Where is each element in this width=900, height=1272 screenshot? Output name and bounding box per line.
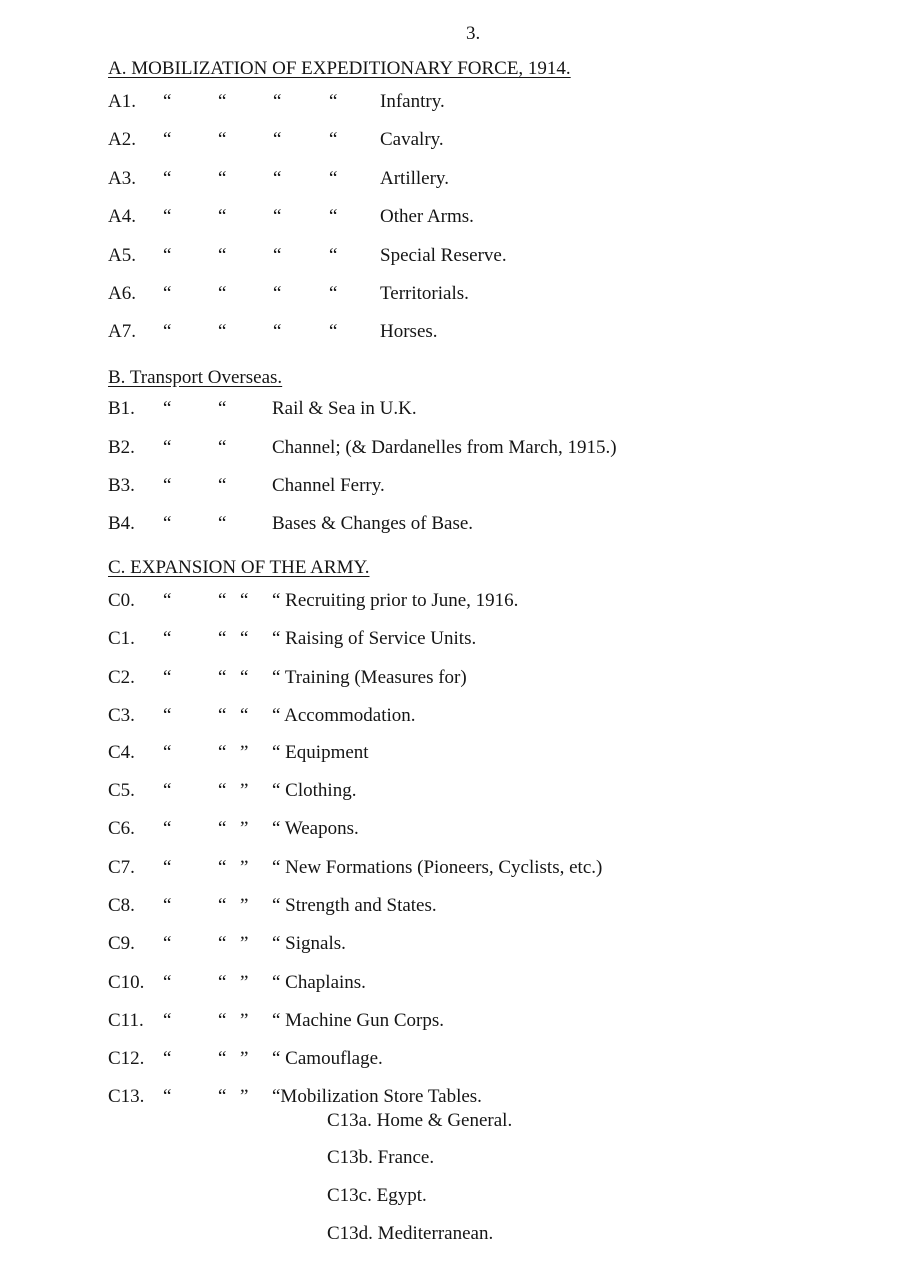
item-code: C11. bbox=[108, 1010, 144, 1031]
ditto-mark: “ bbox=[273, 206, 282, 227]
ditto-mark: “ bbox=[163, 1086, 172, 1107]
item-label: “ Signals. bbox=[272, 933, 346, 954]
index-row-a5 bbox=[0, 245, 900, 269]
ditto-mark: “ bbox=[163, 818, 172, 839]
item-code: C13. bbox=[108, 1086, 145, 1107]
item-code: A1. bbox=[108, 91, 136, 112]
item-code: A7. bbox=[108, 321, 136, 342]
ditto-mark: ” bbox=[240, 780, 249, 801]
item-code: A4. bbox=[108, 206, 136, 227]
ditto-mark: “ bbox=[273, 283, 282, 304]
ditto-mark: “ bbox=[329, 321, 338, 342]
item-label: Cavalry. bbox=[380, 129, 444, 150]
index-subrow-c13c bbox=[0, 1185, 900, 1209]
ditto-mark: “ bbox=[218, 437, 227, 458]
ditto-mark: ” bbox=[240, 933, 249, 954]
ditto-mark: “ bbox=[163, 168, 172, 189]
item-code: C3. bbox=[108, 705, 135, 726]
ditto-mark: ” bbox=[240, 857, 249, 878]
subitem-label: C13a. Home & General. bbox=[327, 1110, 513, 1131]
item-label: “ Machine Gun Corps. bbox=[272, 1010, 445, 1031]
ditto-mark: “ bbox=[218, 398, 227, 419]
ditto-mark: “ bbox=[218, 972, 227, 993]
item-label: “ Training (Measures for) bbox=[272, 667, 467, 688]
ditto-mark: “ bbox=[218, 742, 227, 763]
ditto-mark: “ bbox=[163, 283, 172, 304]
ditto-mark: “ bbox=[163, 780, 172, 801]
item-label: “ Weapons. bbox=[272, 818, 359, 839]
index-row-b4 bbox=[0, 513, 900, 537]
ditto-mark: “ bbox=[218, 590, 227, 611]
ditto-mark: “ bbox=[163, 398, 172, 419]
ditto-mark: “ bbox=[273, 168, 282, 189]
item-label: Horses. bbox=[380, 321, 438, 342]
item-code: C10. bbox=[108, 972, 145, 993]
ditto-mark: “ bbox=[273, 245, 282, 266]
index-row-c9 bbox=[0, 933, 900, 957]
index-row-c12 bbox=[0, 1048, 900, 1072]
item-code: C6. bbox=[108, 818, 135, 839]
index-row-a6 bbox=[0, 283, 900, 307]
section-heading: C. EXPANSION OF THE ARMY. bbox=[108, 557, 370, 578]
item-code: A6. bbox=[108, 283, 136, 304]
index-subrow-c13d bbox=[0, 1223, 900, 1247]
index-row-c11 bbox=[0, 1010, 900, 1034]
item-label: “ Strength and States. bbox=[272, 895, 437, 916]
subitem-label: C13c. Egypt. bbox=[327, 1185, 427, 1206]
item-label: Rail & Sea in U.K. bbox=[272, 398, 417, 419]
ditto-mark: “ bbox=[163, 1048, 172, 1069]
index-row-c6 bbox=[0, 818, 900, 842]
section-heading: B. Transport Overseas. bbox=[108, 367, 283, 388]
index-subrow-c13a bbox=[0, 1110, 900, 1134]
ditto-mark: ” bbox=[240, 895, 249, 916]
ditto-mark: “ bbox=[218, 283, 227, 304]
subitem-label: C13d. Mediterranean. bbox=[327, 1223, 494, 1244]
ditto-mark: ” bbox=[240, 972, 249, 993]
ditto-mark: “ bbox=[218, 628, 227, 649]
ditto-mark: “ bbox=[218, 129, 227, 150]
ditto-mark: “ bbox=[163, 895, 172, 916]
ditto-mark: “ bbox=[163, 437, 172, 458]
item-code: C8. bbox=[108, 895, 135, 916]
ditto-mark: “ bbox=[218, 857, 227, 878]
item-code: A5. bbox=[108, 245, 136, 266]
item-code: A3. bbox=[108, 168, 136, 189]
item-code: C5. bbox=[108, 780, 135, 801]
ditto-mark: “ bbox=[218, 206, 227, 227]
ditto-mark: “ bbox=[163, 321, 172, 342]
subitem-label: C13b. France. bbox=[327, 1147, 435, 1168]
item-code: B1. bbox=[108, 398, 135, 419]
item-label: Infantry. bbox=[380, 91, 445, 112]
ditto-mark: “ bbox=[163, 129, 172, 150]
ditto-mark: ” bbox=[240, 1048, 249, 1069]
ditto-mark: “ bbox=[163, 742, 172, 763]
ditto-mark: “ bbox=[163, 857, 172, 878]
ditto-mark: “ bbox=[163, 245, 172, 266]
item-code: C0. bbox=[108, 590, 135, 611]
ditto-mark: “ bbox=[329, 245, 338, 266]
item-label: “ New Formations (Pioneers, Cyclists, etc.) bbox=[272, 857, 603, 878]
item-code: C9. bbox=[108, 933, 135, 954]
ditto-mark: “ bbox=[329, 91, 338, 112]
ditto-mark: “ bbox=[329, 129, 338, 150]
index-row-b2 bbox=[0, 437, 900, 461]
index-row-b3 bbox=[0, 475, 900, 499]
item-label: Territorials. bbox=[380, 283, 469, 304]
item-label: “ Clothing. bbox=[272, 780, 357, 801]
ditto-mark: “ bbox=[163, 667, 172, 688]
ditto-mark: “ bbox=[240, 667, 249, 688]
index-row-a1 bbox=[0, 91, 900, 115]
ditto-mark: “ bbox=[218, 895, 227, 916]
ditto-mark: ” bbox=[240, 1086, 249, 1107]
ditto-mark: “ bbox=[240, 628, 249, 649]
index-row-a2 bbox=[0, 129, 900, 153]
ditto-mark: “ bbox=[273, 91, 282, 112]
item-code: B4. bbox=[108, 513, 135, 534]
ditto-mark: “ bbox=[218, 1010, 227, 1031]
ditto-mark: “ bbox=[163, 1010, 172, 1031]
ditto-mark: “ bbox=[273, 321, 282, 342]
ditto-mark: “ bbox=[163, 590, 172, 611]
item-code: B3. bbox=[108, 475, 135, 496]
ditto-mark: “ bbox=[218, 705, 227, 726]
index-row-c1 bbox=[0, 628, 900, 652]
item-label: Other Arms. bbox=[380, 206, 474, 227]
ditto-mark: “ bbox=[163, 972, 172, 993]
ditto-mark: “ bbox=[273, 129, 282, 150]
item-label: Channel; (& Dardanelles from March, 1915.) bbox=[272, 437, 617, 458]
ditto-mark: “ bbox=[218, 321, 227, 342]
index-row-c2 bbox=[0, 667, 900, 691]
section-a-heading-line bbox=[0, 58, 900, 82]
index-row-a7 bbox=[0, 321, 900, 345]
item-label: “ Equipment bbox=[272, 742, 369, 763]
section-b-heading-line bbox=[0, 367, 900, 391]
ditto-mark: “ bbox=[329, 168, 338, 189]
ditto-mark: “ bbox=[218, 818, 227, 839]
ditto-mark: ” bbox=[240, 742, 249, 763]
ditto-mark: “ bbox=[218, 1048, 227, 1069]
index-row-c5 bbox=[0, 780, 900, 804]
ditto-mark: “ bbox=[218, 168, 227, 189]
item-code: C7. bbox=[108, 857, 135, 878]
item-code: B2. bbox=[108, 437, 135, 458]
ditto-mark: “ bbox=[240, 590, 249, 611]
ditto-mark: “ bbox=[218, 667, 227, 688]
ditto-mark: “ bbox=[163, 513, 172, 534]
item-label: “ Accommodation. bbox=[272, 705, 416, 726]
index-row-c13 bbox=[0, 1086, 900, 1110]
item-label: Channel Ferry. bbox=[272, 475, 385, 496]
index-row-c0 bbox=[0, 590, 900, 614]
page-number: 3. bbox=[466, 23, 481, 44]
ditto-mark: “ bbox=[218, 475, 227, 496]
ditto-mark: “ bbox=[218, 91, 227, 112]
item-label: “ Raising of Service Units. bbox=[272, 628, 477, 649]
ditto-mark: “ bbox=[218, 245, 227, 266]
item-label: “ Camouflage. bbox=[272, 1048, 383, 1069]
page-number-line bbox=[0, 23, 900, 47]
index-row-c7 bbox=[0, 857, 900, 881]
ditto-mark: ” bbox=[240, 1010, 249, 1031]
ditto-mark: “ bbox=[163, 628, 172, 649]
index-row-b1 bbox=[0, 398, 900, 422]
item-label: Bases & Changes of Base. bbox=[272, 513, 474, 534]
section-heading: A. MOBILIZATION OF EXPEDITIONARY FORCE, 1914. bbox=[108, 58, 571, 79]
ditto-mark: “ bbox=[163, 933, 172, 954]
ditto-mark: “ bbox=[218, 513, 227, 534]
item-label: “ Recruiting prior to June, 1916. bbox=[272, 590, 519, 611]
index-row-c4 bbox=[0, 742, 900, 766]
item-code: C2. bbox=[108, 667, 135, 688]
index-row-c10 bbox=[0, 972, 900, 996]
item-label: “Mobilization Store Tables. bbox=[272, 1086, 482, 1107]
ditto-mark: “ bbox=[163, 475, 172, 496]
index-row-c3 bbox=[0, 705, 900, 729]
ditto-mark: “ bbox=[218, 1086, 227, 1107]
ditto-mark: “ bbox=[218, 933, 227, 954]
index-subrow-c13b bbox=[0, 1147, 900, 1171]
section-c-heading-line bbox=[0, 557, 900, 581]
item-label: Artillery. bbox=[380, 168, 449, 189]
item-code: C1. bbox=[108, 628, 135, 649]
ditto-mark: “ bbox=[240, 705, 249, 726]
ditto-mark: “ bbox=[329, 283, 338, 304]
ditto-mark: ” bbox=[240, 818, 249, 839]
ditto-mark: “ bbox=[329, 206, 338, 227]
ditto-mark: “ bbox=[218, 780, 227, 801]
item-code: C4. bbox=[108, 742, 135, 763]
item-code: C12. bbox=[108, 1048, 145, 1069]
index-row-a4 bbox=[0, 206, 900, 230]
item-label: “ Chaplains. bbox=[272, 972, 366, 993]
index-row-a3 bbox=[0, 168, 900, 192]
ditto-mark: “ bbox=[163, 91, 172, 112]
item-label: Special Reserve. bbox=[380, 245, 507, 266]
ditto-mark: “ bbox=[163, 705, 172, 726]
index-row-c8 bbox=[0, 895, 900, 919]
item-code: A2. bbox=[108, 129, 136, 150]
ditto-mark: “ bbox=[163, 206, 172, 227]
